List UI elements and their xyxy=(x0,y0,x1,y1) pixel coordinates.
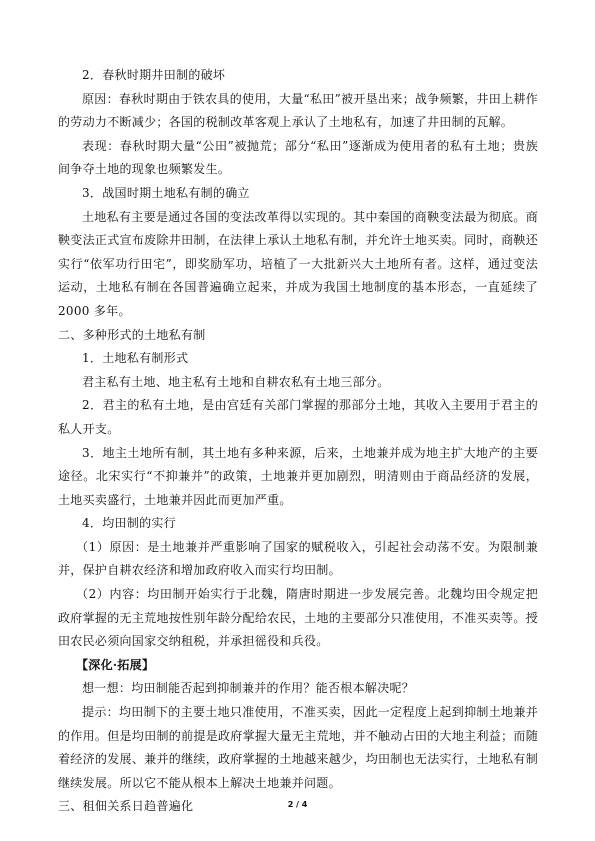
paragraph-landlord-land: 3．地主土地所有制，其土地有多种来源，后来，土地兼并成为地主扩大地产的主要途径。北宋实行“不抑兼并”的政策，土地兼并更加剧烈，明清则由于商品经济的发展，土地买卖盛行，土地兼并因此而更加严重。 xyxy=(58,445,538,507)
paragraph-monarch-land: 2．君主的私有土地，是由宫廷有关部门掌握的那部分土地，其收入主要用于君主的私人开支。 xyxy=(58,398,538,436)
page-number: 2 / 4 xyxy=(287,800,308,809)
heading-forms: 1．土地私有制形式 xyxy=(82,351,189,366)
document-body xyxy=(58,64,538,819)
paragraph-private-ownership: 土地私有主要是通过各国的变法改革得以实现的。其中秦国的商鞅变法最为彻底。商鞅变法正式宣布废除井田制，在法律上承认土地私有制，并允许土地买卖。同时，商鞅还实行“依军功行田宅”，即奖励军功，培植了一大批新兴大土地所有者。这样，通过变法运动，土地私有制在各国普遍确立起来，并成为我国土地制度的基本形态，一直延续了 2000 多年。 xyxy=(58,209,538,318)
paragraph-manifestation: 表现：春秋时期大量“公田”被抛荒；部分“私田”逐渐成为使用者的私有土地；贵族间争夺土地的现象也频繁发生。 xyxy=(58,138,538,177)
heading-spring-autumn: 2．春秋时期井田制的破坏 xyxy=(82,68,226,82)
section-heading-3: 三、租佃关系日趋普遍化 xyxy=(58,799,194,814)
paragraph-question: 想一想：均田制能否起到抑制兼并的作用？能否根本解决呢？ xyxy=(82,681,415,696)
paragraph-causes: 原因：春秋时期由于铁农具的使用，大量“私田”被开垦出来；战争频繁，井田上耕作的劳动力不断减少；各国的税制改革客观上承认了土地私有，加速了井田制的瓦解。 xyxy=(58,91,538,130)
section-heading-2: 二、多种形式的土地私有制 xyxy=(58,327,206,342)
heading-deepen-extend: 【深化·拓展】 xyxy=(76,657,155,672)
paragraph-equal-field-cause: （1）原因：是土地兼并严重影响了国家的赋税收入，引起社会动荡不安。为限制兼并，保护自耕农经济和增加政府收入而实行均田制。 xyxy=(58,539,538,578)
paragraph-forms: 君主私有土地、地主私有土地和自耕农私有土地三部分。 xyxy=(82,374,390,389)
paragraph-equal-field-content: （2）内容：均田制开始实行于北魏，隋唐时期进一步发展完善。北魏均田令规定把政府掌握的无主荒地按性别年龄分配给农民，土地的主要部分只准使用，不准买卖等。授田农民必须向国家交纳租税，并承担徭役和兵役。 xyxy=(58,587,538,649)
paragraph-hint: 提示：均田制下的主要土地只准使用，不准买卖，因此一定程度上起到抑制土地兼并的作用。但是均田制的前提是政府掌握大量无主荒地，并不触动占田的大地主利益；而随着经济的发展、兼并的继续，政府掌握的土地越来越少，均田制也无法实行，土地私有制继续发展。所以它不能从根本上解决土地兼并问题。 xyxy=(58,705,538,790)
heading-equal-field: 4．均田制的实行 xyxy=(82,516,177,531)
heading-warring-states: 3．战国时期土地私有制的确立 xyxy=(82,185,250,200)
